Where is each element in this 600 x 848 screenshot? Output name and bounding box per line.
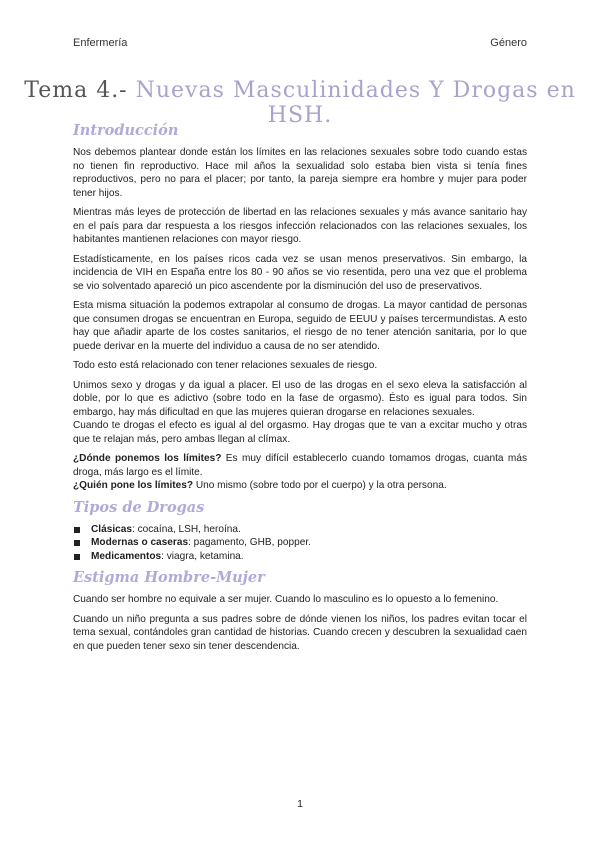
intro-paragraph-2: Mientras más leyes de protección de libertad en las relaciones sexuales y más avance sanitario hay en el país para dar respuesta a los riesgos infección relacionados con las relaciones sexuales, los habitantes mantienen relaciones con mayor riesgo. (73, 207, 527, 245)
intro-paragraph-3: Estadísticamente, en los países ricos cada vez se usan menos preservativos. Sin embargo, la incidencia de VIH en España entre los 80 - 90 años se vio resentida, pero una vez que el problema se vio solventado apareció un pico ascendente por la disminución del uso de preservativos. (73, 253, 527, 292)
drug-type-examples: : pagamento, GHB, popper. (188, 537, 311, 548)
drug-type-examples: : cocaína, LSH, heroína. (131, 523, 241, 535)
document-body (73, 122, 527, 659)
intro-paragraph-7: Cuando te drogas el efecto es igual al del orgasmo. Hay drogas que te van a excitar mucho y otras que te relajan más, pero ambas llegan al clímax. (73, 420, 527, 445)
intro-paragraph-5: Todo esto está relacionado con tener relaciones sexuales de riesgo. (73, 360, 378, 371)
title-main: Nuevas Masculinidades Y Drogas en HSH. (127, 78, 576, 128)
bullet-square-icon (74, 554, 80, 560)
document-title (0, 78, 600, 128)
intro-paragraph-1: Nos debemos plantear donde están los límites en las relaciones sexuales sobre todo cuando estas no tienen fin reproductivo. Hace mil años la sexualidad solo estaba bien vista si tenía fines reproductivos, pero no para el placer; por tanto, la pareja siempre era hombre y mujer para poder tener hijos. (73, 147, 527, 199)
drug-type-label: Medicamentos (91, 550, 162, 562)
question-1-label: ¿Dónde ponemos los límites? (73, 453, 222, 464)
question-limits-where (73, 452, 527, 479)
bullet-square-icon (74, 527, 80, 533)
drug-type-examples: : viagra, ketamina. (161, 550, 244, 562)
list-item (73, 523, 527, 537)
intro-paragraph-6: Unimos sexo y drogas y da igual a placer. El uso de las drogas en el sexo eleva la satisfacción al doble, por lo que es adictivo (sobre todo en la fase de orgasmo). Ésto es igual para todos. Sin embargo, hay más dificultad en que las mujeres quieran drogarse en relaciones sexuales. (73, 379, 527, 418)
question-1-text: Es muy difícil establecerlo cuando tomamos drogas, cuanta más droga, más largo es el límite. (73, 453, 527, 478)
title-prefix: Tema 4.- (24, 78, 128, 103)
list-item (73, 536, 527, 550)
header-left: Enfermería (73, 37, 128, 49)
list-item (73, 550, 527, 564)
question-2-text: Uno mismo (sobre todo por el cuerpo) y la otra persona. (193, 480, 447, 491)
drug-type-label: Clásicas (91, 523, 132, 535)
heading-estigma: Estigma Hombre-Mujer (73, 569, 265, 586)
page-number: 1 (297, 798, 303, 810)
intro-paragraph-4: Esta misma situación la podemos extrapolar al consumo de drogas. La mayor cantidad de personas que consumen drogas se encuentran en Europa, seguido de EEUU y países tercermundistas. A esto hay que añadir aparte de los costes sanitarios, el riesgo de no tener atención sanitaria, por lo que puede derivar en la muerte del individuo a causa de no ser atendido. (73, 300, 527, 352)
heading-tipos-drogas: Tipos de Drogas (73, 498, 205, 516)
header-right: Género (490, 37, 527, 49)
drug-types-list (73, 523, 527, 564)
question-limits-who (73, 479, 527, 493)
bullet-square-icon (74, 540, 80, 546)
drug-type-label: Modernas o caseras (91, 537, 189, 548)
heading-introduccion: Introducción (73, 122, 179, 139)
estigma-paragraph-2: Cuando un niño pregunta a sus padres sobre de dónde vienen los niños, los padres evitan tocar el tema sexual, contándoles gran cantidad de historias. Cuando crecen y descubren la sexualidad caen en que pueden tener sexo sin tener descendencia. (73, 613, 527, 652)
estigma-paragraph-1: Cuando ser hombre no equivale a ser mujer. Cuando lo masculino es lo opuesto a lo femenino. (73, 594, 499, 605)
question-2-label: ¿Quién pone los límites? (73, 480, 194, 491)
